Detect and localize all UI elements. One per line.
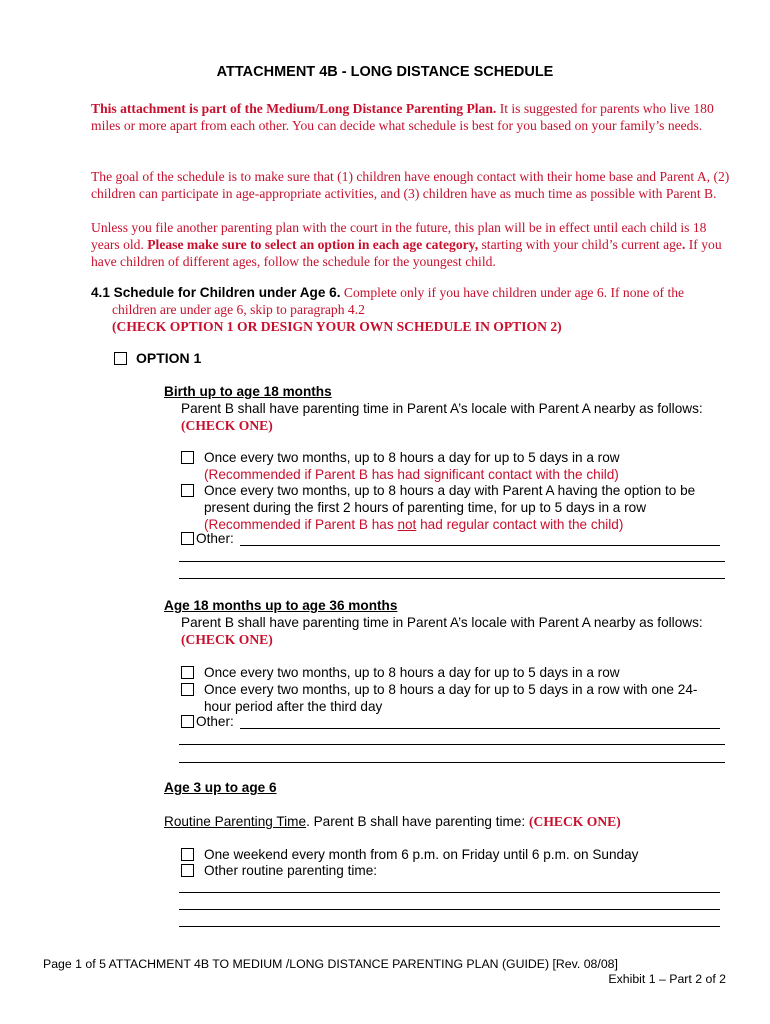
- routine-parenting-line: [164, 813, 621, 830]
- section-4-1-note: Complete only if you have children under age 6. If none of the: [340, 285, 685, 300]
- birth-choice-2-checkbox[interactable]: [181, 484, 194, 497]
- age-18-36-check-one: (CHECK ONE): [181, 632, 273, 647]
- birth-choice-1-text: Once every two months, up to 8 hours a day for up to 5 days in a row: [204, 450, 620, 465]
- unless-part2: starting with your child’s current age: [478, 237, 682, 252]
- section-4-1-heading: 4.1 Schedule for Children under Age 6.: [91, 285, 341, 300]
- age-3-6-heading: Age 3 up to age 6: [164, 780, 277, 795]
- unless-bold: Please make sure to select an option in each age category,: [147, 237, 479, 252]
- birth-choice-1-checkbox[interactable]: [181, 451, 194, 464]
- birth-choice-2-text: Once every two months, up to 8 hours a day with Parent A having the option to be present during the first 2 hours of parenting time, for up to 5 days in a row: [204, 483, 696, 515]
- age-3-6-blank-line-2[interactable]: [179, 909, 720, 910]
- section-4-1: [91, 284, 731, 335]
- unless-period: .: [681, 237, 686, 252]
- age-18-36-blank-line-1[interactable]: [179, 744, 725, 745]
- birth-other-field[interactable]: [240, 544, 720, 546]
- section-4-1-instruction: (CHECK OPTION 1 OR DESIGN YOUR OWN SCHEDULE IN OPTION 2): [112, 319, 562, 334]
- unless-part1: Unless you file another parenting plan with the court in the future, this plan will be in effect until each child is 18 years old.: [91, 220, 707, 252]
- footer-exhibit: Exhibit 1 – Part 2 of 2: [608, 972, 726, 986]
- age-3-6-blank-line-1[interactable]: [179, 892, 720, 893]
- age-3-6-choice-1-checkbox[interactable]: [181, 848, 194, 861]
- birth-to-18-months-check-one: (CHECK ONE): [181, 418, 273, 433]
- birth-other-label: Other:: [196, 531, 234, 546]
- routine-parenting-rest: . Parent B shall have parenting time:: [306, 814, 529, 829]
- age-18-36-choice-1: [181, 664, 724, 681]
- age-18-36-desc: Parent B shall have parenting time in Parent A’s locale with Parent A nearby as follows:: [181, 615, 703, 630]
- birth-to-18-months-heading: Birth up to age 18 months: [164, 384, 332, 399]
- intro-paragraph: [91, 100, 731, 134]
- age-18-36-choice-2-text: Once every two months, up to 8 hours a day for up to 5 days in a row with one 24-hour period after the third day: [204, 682, 698, 714]
- page-title: ATTACHMENT 4B - LONG DISTANCE SCHEDULE: [216, 64, 554, 80]
- age-3-6-choice-1-text: One weekend every month from 6 p.m. on Friday until 6 p.m. on Sunday: [204, 847, 639, 862]
- routine-parenting-label: Routine Parenting Time: [164, 814, 307, 829]
- age-3-6-choice-2: [181, 862, 724, 879]
- footer-page-info: Page 1 of 5 ATTACHMENT 4B TO MEDIUM /LONG DISTANCE PARENTING PLAN (GUIDE) [Rev. 08/08]: [43, 957, 618, 971]
- option-1: [114, 350, 201, 366]
- age-18-36-blank-line-2[interactable]: [179, 762, 725, 763]
- age-18-36-other-row: [181, 714, 720, 729]
- age-18-36-choice-2: [181, 681, 724, 715]
- age-3-6-blank-line-3[interactable]: [179, 926, 720, 927]
- age-18-36-heading: Age 18 months up to age 36 months: [164, 598, 398, 613]
- age-18-36-choice-1-checkbox[interactable]: [181, 666, 194, 679]
- birth-other-checkbox[interactable]: [181, 532, 194, 545]
- age-3-6-choice-2-checkbox[interactable]: [181, 864, 194, 877]
- age-18-36-other-field[interactable]: [240, 727, 720, 729]
- birth-blank-line-2[interactable]: [179, 578, 725, 579]
- age-18-36-other-checkbox[interactable]: [181, 715, 194, 728]
- intro-rest: It is suggested for parents who live 180 miles or more apart from each other. You can decide what schedule is best for you based on your family’s needs.: [91, 101, 714, 133]
- option-1-label: OPTION 1: [136, 350, 202, 366]
- birth-to-18-months-desc: Parent B shall have parenting time in Parent A’s locale with Parent A nearby as follows:: [181, 401, 703, 416]
- birth-other-row: [181, 531, 720, 546]
- birth-choice-1-note: (Recommended if Parent B has had significant contact with the child): [204, 467, 619, 482]
- birth-choice-2: [181, 482, 724, 533]
- birth-blank-line-1[interactable]: [179, 561, 725, 562]
- unless-part3: If you have children of different ages, follow the schedule for the youngest child.: [91, 237, 722, 269]
- section-4-1-note-cont: children are under age 6, skip to paragraph 4.2: [112, 302, 365, 317]
- birth-choice-1: [181, 449, 724, 483]
- goal-paragraph: The goal of the schedule is to make sure that (1) children have enough contact with their home base and Parent A, (2) children can participate in age-appropriate activities, and (3) children have as much time as possible with Parent B.: [91, 169, 730, 201]
- option-1-checkbox[interactable]: [114, 352, 127, 365]
- routine-check-one: (CHECK ONE): [528, 814, 621, 829]
- age-18-36-other-label: Other:: [196, 714, 234, 729]
- age-3-6-choice-2-text: Other routine parenting time:: [204, 863, 378, 878]
- birth-choice-2-note: (Recommended if Parent B has not had regular contact with the child): [204, 517, 624, 532]
- age-18-36-choice-1-text: Once every two months, up to 8 hours a day for up to 5 days in a row: [204, 665, 620, 680]
- unless-paragraph: [91, 219, 731, 270]
- age-18-36-choice-2-checkbox[interactable]: [181, 683, 194, 696]
- age-3-6-choice-1: [181, 846, 724, 863]
- intro-lead: This attachment is part of the Medium/Long Distance Parenting Plan.: [91, 101, 497, 116]
